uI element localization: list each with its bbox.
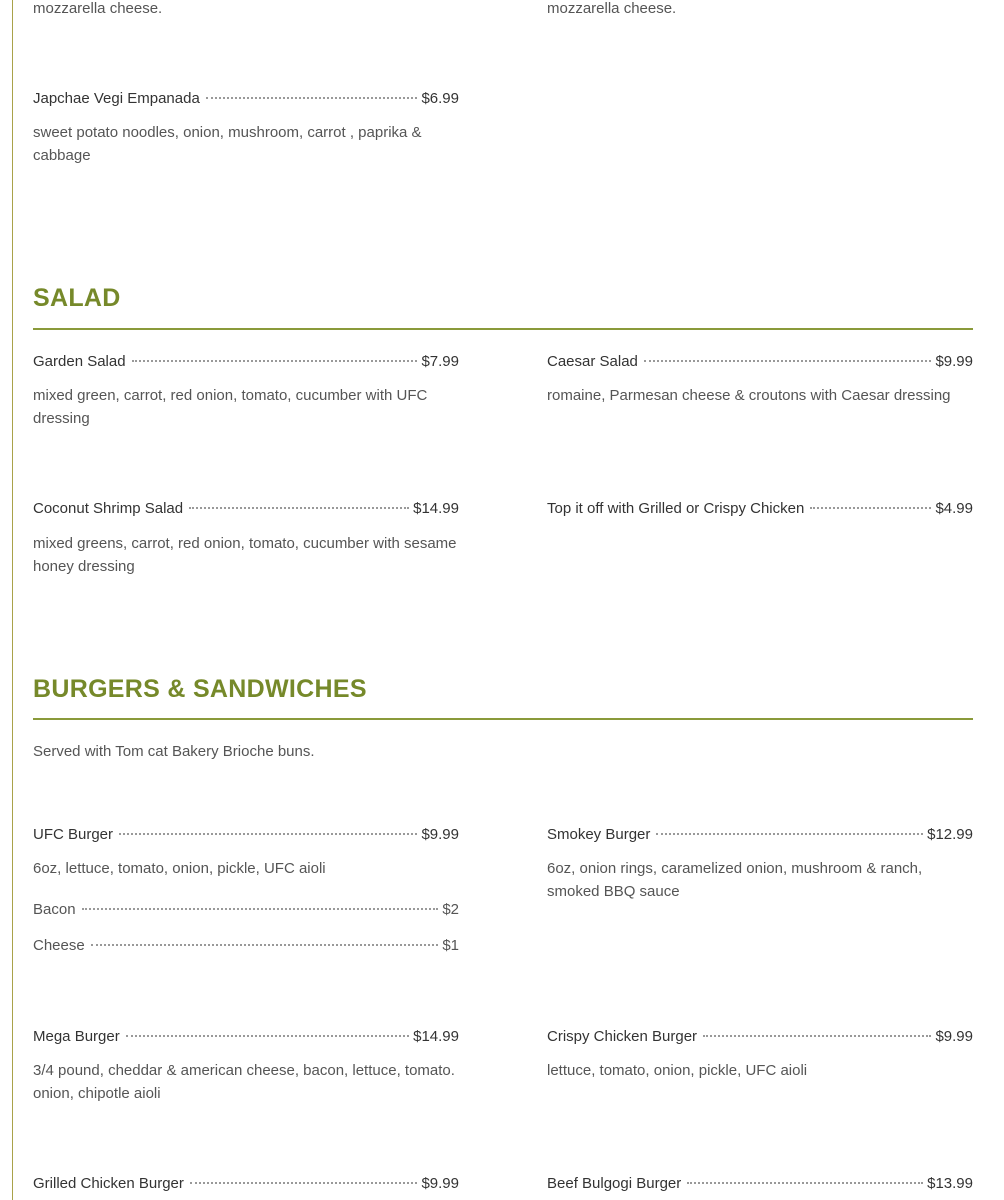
menu-item-price: $7.99 [421, 353, 459, 370]
menu-item-desc: lettuce, tomato, onion, pickle, UFC aioli [547, 1062, 808, 1079]
menu-item-price: $4.99 [935, 500, 973, 517]
dot-leader [190, 1182, 418, 1184]
dot-leader [687, 1182, 923, 1184]
menu-item-price: $12.99 [927, 826, 973, 843]
menu-item-desc: 6oz, lettuce, tomato, onion, pickle, UFC aioli [33, 860, 326, 877]
dot-leader [810, 507, 931, 509]
menu-item-price: $9.99 [935, 353, 973, 370]
menu-item-beef-bulgogi-burger [547, 1174, 973, 1194]
menu-item-name: Grilled Chicken Burger [33, 1175, 184, 1192]
menu-item-grilled-chicken-burger [33, 1174, 459, 1194]
menu-item-name: Garden Salad [33, 353, 126, 370]
addon-name: Cheese [33, 937, 85, 954]
menu-item-caesar-salad [547, 352, 973, 372]
menu-item-price: $9.99 [935, 1028, 973, 1045]
dot-leader [91, 944, 439, 946]
section-divider [33, 718, 973, 720]
menu-item-coconut-shrimp-salad [33, 499, 459, 519]
menu-item-name: Smokey Burger [547, 826, 651, 843]
menu-item-name: Coconut Shrimp Salad [33, 500, 184, 517]
menu-item-garden-salad [33, 352, 459, 372]
menu-item-price: $14.99 [413, 1028, 459, 1045]
menu-item-name: Top it off with Grilled or Crispy Chicken [547, 500, 805, 517]
section-divider [33, 328, 973, 330]
section-title-burgers: BURGERS & SANDWICHES [33, 675, 367, 703]
menu-item-name: UFC Burger [33, 826, 114, 843]
addon-cheese [33, 936, 459, 956]
menu-item-name: Beef Bulgogi Burger [547, 1175, 682, 1192]
menu-item-desc: 3/4 pound, cheddar & american cheese, bacon, lettuce, tomato. onion, chipotle aioli [33, 1062, 455, 1102]
addon-price: $2 [442, 901, 459, 918]
dot-leader [656, 833, 923, 835]
menu-item-crispy-chicken-burger [547, 1027, 973, 1047]
menu-item-mega-burger [33, 1027, 459, 1047]
menu-item-price: $9.99 [421, 1175, 459, 1192]
dot-leader [703, 1035, 931, 1037]
menu-item-price: $13.99 [927, 1175, 973, 1192]
menu-item-desc: mixed greens, carrot, red onion, tomato, cucumber with sesame honey dressing [33, 535, 457, 575]
page-left-border [12, 0, 13, 1200]
menu-item-ufc-burger [33, 825, 459, 845]
menu-item-desc: sweet potato noodles, onion, mushroom, carrot , paprika & cabbage [33, 124, 422, 164]
section-title-salad: SALAD [33, 284, 121, 312]
menu-item-price: $6.99 [421, 90, 459, 107]
section-intro: Served with Tom cat Bakery Brioche buns. [33, 743, 315, 760]
dot-leader [206, 97, 418, 99]
dot-leader [189, 507, 409, 509]
menu-item-desc: 6oz, onion rings, caramelized onion, mushroom & ranch, smoked BBQ sauce [547, 860, 923, 900]
menu-item-desc: mixed green, carrot, red onion, tomato, cucumber with UFC dressing [33, 387, 428, 427]
menu-item-japchae-vegi-empanada [33, 89, 459, 109]
dot-leader [119, 833, 417, 835]
addon-price: $1 [442, 937, 459, 954]
dot-leader [132, 360, 418, 362]
addon-name: Bacon [33, 901, 76, 918]
menu-item-desc: romaine, Parmesan cheese & croutons with Caesar dressing [547, 387, 951, 404]
addon-bacon [33, 900, 459, 920]
menu-item-name: Crispy Chicken Burger [547, 1028, 698, 1045]
right-desc-tail: mozzarella cheese. [547, 0, 677, 17]
menu-item-name: Japchae Vegi Empanada [33, 90, 200, 107]
menu-item-price: $14.99 [413, 500, 459, 517]
left-desc-tail: mozzarella cheese. [33, 0, 163, 17]
dot-leader [644, 360, 932, 362]
menu-item-name: Caesar Salad [547, 353, 638, 370]
menu-item-chicken-topping [547, 499, 973, 519]
menu-item-name: Mega Burger [33, 1028, 120, 1045]
menu-item-price: $9.99 [421, 826, 459, 843]
dot-leader [126, 1035, 409, 1037]
menu-item-smokey-burger [547, 825, 973, 845]
dot-leader [82, 908, 439, 910]
